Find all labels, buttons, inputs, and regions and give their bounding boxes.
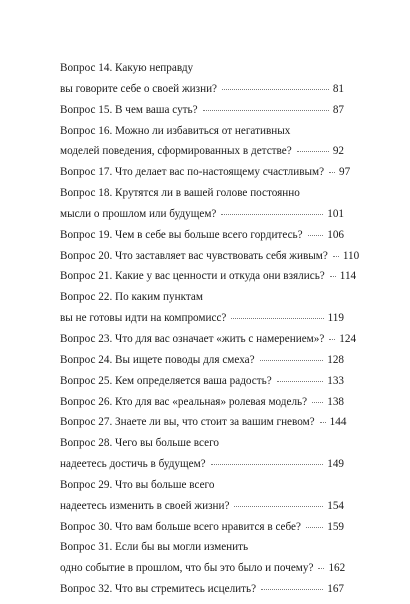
toc-entry-line: [60, 479, 344, 500]
dot-leader: [211, 463, 324, 465]
toc-entry-title: Вопрос 22. По каким пунктам: [60, 291, 203, 304]
toc-entry-title: Вопрос 23. Что для вас означает «жить с намерением»?: [60, 332, 325, 345]
dot-leader: [318, 567, 324, 569]
toc-entry-title: Вопрос 19. Чем в себе вы больше всего гордитесь?: [60, 228, 303, 241]
toc-page-number: 133: [327, 374, 344, 387]
toc-entry-title: вы говорите себе о своей жизни?: [60, 82, 218, 95]
toc-entry[interactable]: [60, 332, 357, 354]
toc-entry-title: Вопрос 14. Какую неправду: [60, 62, 194, 74]
toc-entry-title: моделей поведения, сформированных в детстве?: [60, 145, 292, 158]
toc-page-number: 97: [339, 166, 351, 179]
toc-entry-line: [60, 270, 357, 291]
toc-entry-line: [60, 354, 344, 375]
toc-entry-line: [60, 229, 344, 250]
toc-page-number: 128: [327, 353, 344, 366]
dot-leader: [297, 150, 329, 152]
toc-page-number: 167: [327, 583, 344, 596]
toc-entry-line: [60, 104, 344, 125]
toc-page-number: 144: [329, 416, 347, 429]
toc-entry-line: [60, 291, 344, 312]
toc-entry-line: [60, 541, 344, 562]
toc-entry-line: [60, 208, 344, 229]
toc-entry[interactable]: [60, 396, 344, 417]
dot-leader: [308, 234, 324, 236]
dot-leader: [221, 213, 323, 215]
toc-entry[interactable]: [60, 270, 357, 291]
toc-entry-title: Вопрос 31. Если бы вы могли изменить: [60, 541, 249, 554]
toc-entry-title: Вопрос 29. Что вы больше всего: [60, 478, 215, 491]
toc-entry-title: Вопрос 17. Что делает вас по-настоящему счастливым?: [60, 166, 325, 179]
toc-entry-title: Вопрос 27. Знаете ли вы, что стоит за вашим гневом?: [60, 416, 315, 429]
toc-entry[interactable]: [60, 187, 344, 229]
toc-entry-line: [60, 437, 344, 458]
toc-entry[interactable]: [60, 583, 344, 604]
toc-entry-title: вы не готовы идти на компромисс?: [60, 312, 227, 325]
toc-entry-line: [60, 62, 344, 83]
dot-leader: [277, 380, 323, 382]
toc-entry[interactable]: [60, 125, 344, 167]
toc-entry-title: Вопрос 18. Крутятся ли в вашей голове постоянно: [60, 187, 300, 200]
toc-entry-line: [60, 312, 344, 333]
toc-page-number: 162: [328, 562, 346, 575]
toc-entry-line: [60, 187, 344, 208]
toc-entry[interactable]: [60, 521, 344, 542]
dot-leader: [330, 275, 336, 277]
dot-leader: [261, 588, 323, 590]
toc-entry[interactable]: [60, 166, 351, 187]
toc-entry[interactable]: [60, 291, 344, 333]
toc-entry-line: [60, 521, 344, 542]
toc-entry-title: Вопрос 32. Что вы стремитесь исцелить?: [60, 583, 257, 596]
toc-page-number: 87: [332, 103, 344, 116]
table-of-contents: [60, 62, 360, 604]
toc-entry-title: Вопрос 20. Что заставляет вас чувствовать себя живым?: [60, 249, 328, 262]
toc-page-number: 149: [327, 458, 344, 471]
toc-entry-title: Вопрос 28. Чего вы больше всего: [60, 437, 219, 450]
toc-entry-line: [60, 166, 351, 187]
toc-entry[interactable]: [60, 541, 344, 583]
toc-page-number: 106: [327, 228, 344, 241]
dot-leader: [260, 359, 324, 361]
toc-entry[interactable]: [60, 249, 360, 271]
toc-page-number: 154: [327, 499, 344, 512]
dot-leader: [306, 526, 323, 528]
toc-entry[interactable]: [60, 354, 344, 375]
toc-page-number: 138: [327, 395, 344, 408]
toc-entry-line: [60, 249, 360, 271]
toc-entry-line: [60, 83, 344, 104]
toc-page-number: 114: [339, 270, 357, 283]
toc-entry-line: [60, 375, 344, 396]
toc-entry-title: Вопрос 25. Кем определяется ваша радость?: [60, 374, 272, 387]
toc-entry-title: Вопрос 16. Можно ли избавиться от негативных: [60, 124, 291, 137]
toc-entry[interactable]: [60, 62, 344, 104]
toc-page-number: 110: [342, 249, 360, 262]
toc-entry-title: Вопрос 15. В чем ваша суть?: [60, 103, 198, 116]
toc-entry[interactable]: [60, 437, 344, 479]
toc-entry-title: Вопрос 24. Вы ищете поводы для смеха?: [60, 353, 255, 366]
toc-entry-line: [60, 396, 344, 417]
toc-page-number: 81: [332, 82, 344, 95]
dot-leader: [329, 338, 335, 340]
dot-leader: [312, 401, 323, 403]
toc-entry-title: надеетесь достичь в будущем?: [60, 458, 206, 471]
toc-page-number: 101: [327, 207, 344, 220]
toc-entry-title: Вопрос 30. Что вам больше всего нравится в себе?: [60, 520, 301, 533]
toc-entry-title: мысли о прошлом или будущем?: [60, 207, 217, 220]
toc-entry-title: надеетесь изменить в своей жизни?: [60, 499, 230, 512]
toc-entry-line: [60, 583, 344, 604]
toc-entry[interactable]: [60, 479, 344, 521]
toc-entry-title: одно событие в прошлом, что бы это было и почему?: [60, 562, 314, 575]
toc-entry-line: [60, 145, 344, 166]
toc-entry[interactable]: [60, 416, 347, 437]
toc-entry-line: [60, 500, 344, 521]
toc-entry-line: [60, 562, 344, 583]
dot-leader: [231, 317, 323, 319]
toc-page-number: 92: [332, 145, 344, 158]
dot-leader: [222, 88, 329, 90]
dot-leader: [203, 109, 329, 111]
toc-entry[interactable]: [60, 375, 344, 396]
toc-entry[interactable]: [60, 104, 344, 125]
toc-page-number: 159: [327, 520, 344, 533]
toc-page-number: 124: [339, 332, 357, 345]
toc-entry-title: Вопрос 21. Какие у вас ценности и откуда они взялись?: [60, 270, 325, 283]
dot-leader: [234, 505, 323, 507]
toc-entry-line: [60, 458, 344, 479]
toc-page-number: 119: [327, 312, 344, 325]
toc-entry[interactable]: [60, 229, 344, 250]
toc-entry-line: [60, 125, 344, 146]
dot-leader: [329, 171, 335, 173]
toc-entry-line: [60, 416, 347, 437]
dot-leader: [333, 255, 339, 257]
dot-leader: [320, 421, 326, 423]
toc-entry-line: [60, 332, 357, 354]
toc-entry-title: Вопрос 26. Кто для вас «реальная» ролевая модель?: [60, 395, 308, 408]
